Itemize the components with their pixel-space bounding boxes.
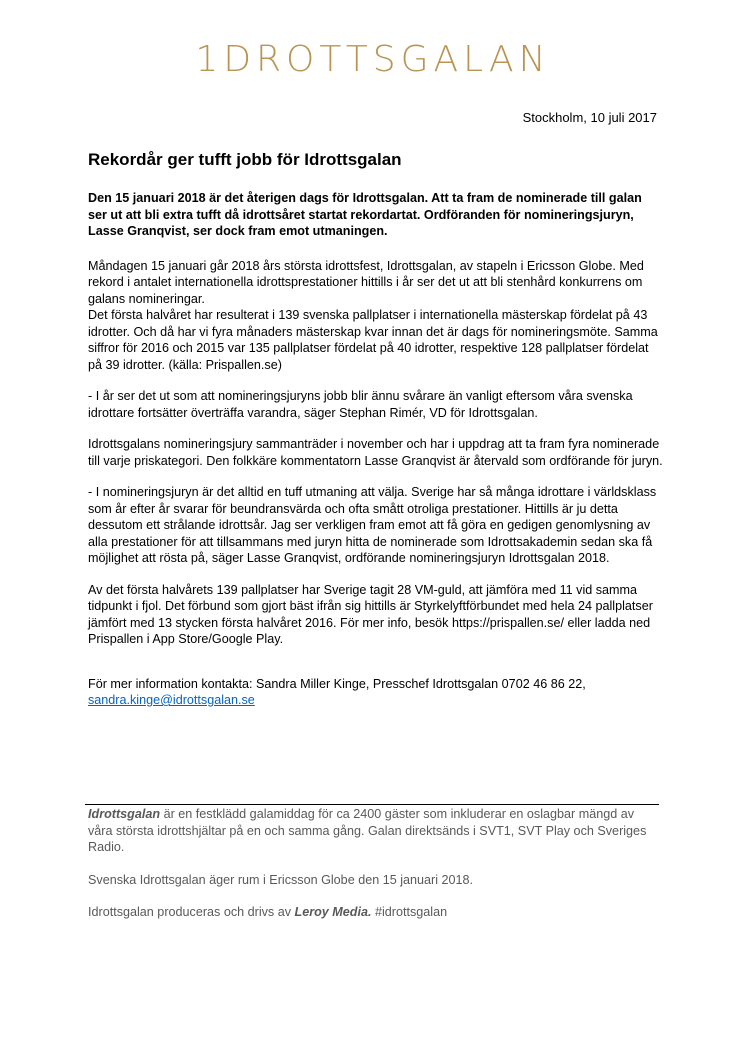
contact-text: För mer information kontakta: Sandra Miller Kinge, Presschef Idrottsgalan 0702 46 86 22, — [88, 676, 586, 691]
headline: Rekordår ger tufft jobb för Idrottsgalan — [88, 150, 402, 169]
quote-paragraph-granqvist: - I nomineringsjuryn är det alltid en tuff utmaning att välja. Sverige har så många idrottare i världsklass som år efter år svarar för beundransvärda och ofta smått otroliga prestationer. Hittills är ju detta dessutom ett strålande idrottsår. Jag ser verkligen fram emot att få göra en gedigen genomlysning av alla prestationer för att tillsammans med juryn hitta de nominerade som Idrottsakademin sedan ska få möjlighet att rösta på, säger Lasse Granqvist, ordförande nomineringsjuryn Idrottsgalan 2018. — [88, 485, 657, 565]
contact-info — [88, 676, 663, 709]
body-paragraph-stats: Av det första halvårets 139 pallplatser har Sverige tagit 28 VM-guld, att jämföra med 11 vid samma tidpunkt i fjol. Det förbund som gjort bäst ifrån sig hittills är Styrkelyftförbundet med hela 24 pallplatser jämfört med 13 stycken första halvåret 2016. För mer info, besök https://prispallen.se/ eller ladda ned Prispallen i App Store/Google Play. — [88, 582, 653, 646]
footer-about-text: är en festklädd galamiddag för ca 2400 gäster som inkluderar en oslagbar mängd av våra största idrottshjältar på en och samma gång. Galan direktsänds i SVT1, SVT Play och Sveriges Radio. — [88, 807, 647, 854]
lead-paragraph: Den 15 januari 2018 är det återigen dags för Idrottsgalan. Att ta fram de nominerade till galan ser ut att bli extra tufft då idrottsåret startat rekordartat. Ordföranden för nomineringsjuryn, Lasse Granqvist, ser dock fram emot utmaningen. — [88, 191, 642, 238]
dateline: Stockholm, 10 juli 2017 — [522, 110, 657, 125]
footer-producer — [88, 904, 660, 921]
footer-producer-name: Leroy Media. — [294, 905, 372, 919]
quote-paragraph-rimer: - I år ser det ut som att nomineringsjuryns jobb blir ännu svårare än vanligt eftersom våra svenska idrottare fortsätter överträffa varandra, säger Stephan Rimér, VD för Idrottsgalan. — [88, 389, 633, 420]
footer-producer-prefix: Idrottsgalan produceras och drivs av — [88, 905, 295, 919]
footer-producer-suffix: #idrottsgalan — [371, 905, 448, 919]
body-paragraph-1 — [88, 258, 663, 374]
footer-venue: Svenska Idrottsgalan äger rum i Ericsson Globe den 15 januari 2018. — [88, 872, 474, 887]
press-release-body — [88, 190, 663, 724]
contact-email-link[interactable]: sandra.kinge@idrottsgalan.se — [88, 693, 255, 707]
body-paragraph-1a: Måndagen 15 januari går 2018 års största idrottsfest, Idrottsgalan, av stapeln i Ericsson Globe. Med rekord i antalet internationella idrottsprestationer hittills i år ser det ut att bli stenhård konkurrens om galans nomineringar. — [88, 258, 644, 306]
body-paragraph-jury: Idrottsgalans nomineringsjury sammanträder i november och har i uppdrag att ta fram fyra nominerade till varje priskategori. Den folkkäre kommentatorn Lasse Granqvist är återvald som ordförande för juryn. — [88, 437, 663, 468]
footer-about — [88, 806, 660, 856]
footer-divider — [85, 804, 659, 805]
idrottsgalan-logo: 1DROTTSGALAN — [195, 39, 551, 80]
footer — [88, 806, 660, 937]
footer-about-brand: Idrottsgalan — [88, 807, 161, 821]
body-paragraph-1b: Det första halvåret har resulterat i 139 svenska pallplatser i internationella mästerskap fördelat på 43 idrotter. Och då har vi fyra månaders mästerskap kvar innan det är dags för nomineringsmöte. Samma siffror för 2016 och 2015 var 135 pallplatser fördelat på 40 idrotter, respektive 128 pallplatser fördelat på 39 idrotter. (källa: Prispallen.se) — [88, 308, 658, 372]
